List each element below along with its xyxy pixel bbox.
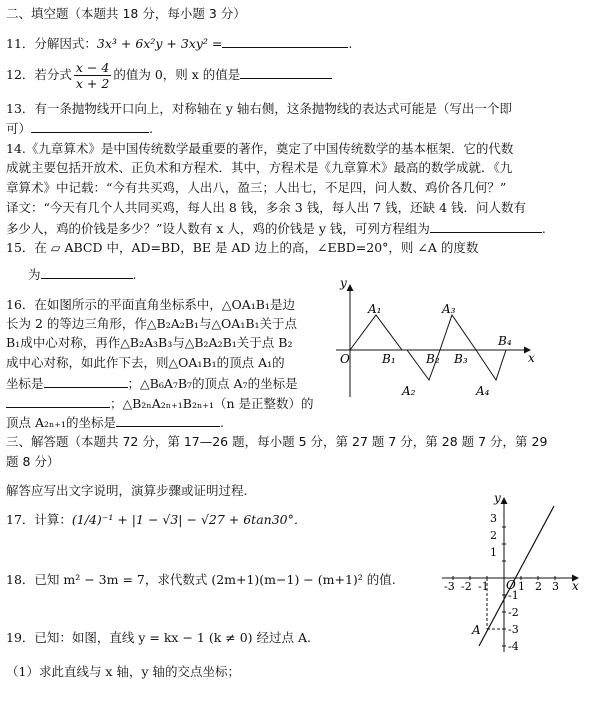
q19-ytick: -4 [508, 640, 519, 653]
q19-origin-label: O [506, 578, 516, 592]
q13-line2 [6, 120, 153, 137]
q12-answer-blank[interactable] [240, 66, 332, 79]
q19-ytick: 1 [490, 546, 497, 559]
q19-point-a: A [472, 623, 481, 637]
q19-xtick: -1 [478, 580, 489, 593]
section-3-line1: 三、解答题（本题共 72 分，第 17—26 题，每小题 5 分，第 27 题 7 分，第 28 题 7 分，第 29 [6, 434, 548, 449]
q14-end: . [541, 221, 546, 236]
q19-xtick: 1 [518, 580, 525, 593]
q14-line4: 译文：“今天有几个人共同买鸡，每人出 8 钱，多余 3 钱，每人出 7 钱，还缺 4 钱．问人数有 [6, 200, 526, 215]
q16-line6 [6, 395, 314, 412]
q16-triangle-chain [350, 315, 520, 380]
q16-a7-blank[interactable] [6, 395, 110, 408]
q16-figure [330, 275, 542, 405]
q15-line1: 15．在 ▱ ABCD 中，AD=BD，BE 是 AD 边上的高，∠EBD=20°，则 ∠A 的度数 [6, 240, 479, 255]
section-3-line2: 题 8 分） [6, 454, 60, 469]
q19-ytick: 2 [490, 529, 497, 542]
q19-figure [432, 492, 584, 654]
q12-fraction [74, 60, 111, 91]
q19-xtick: 2 [535, 580, 542, 593]
q15-answer-blank[interactable] [41, 266, 133, 279]
q11-end: . [348, 36, 353, 51]
question-12 [6, 58, 332, 92]
question-19: 19．已知：如图，直线 y = kx − 1 (k ≠ 0) 经过点 A. [6, 630, 311, 645]
q12-prefix: 12．若分式 [6, 67, 72, 82]
q16-end: . [220, 415, 225, 430]
q16-y-label: y [340, 276, 347, 290]
q14-line5 [6, 220, 546, 237]
q16-label-a2: A₂ [402, 384, 416, 398]
q17-label: 17．计算： [6, 512, 72, 527]
q16-line2: 长为 2 的等边三角形，作△B₂A₂B₁与△OA₁B₁关于点 [6, 316, 298, 331]
q16-line1: 16．在如图所示的平面直角坐标系中，△OA₁B₁是边 [6, 297, 296, 312]
q14-answer-blank[interactable] [430, 220, 542, 233]
q19-y-label: y [494, 492, 501, 505]
q19-xtick: 3 [552, 580, 559, 593]
q19-xtick: -2 [461, 580, 472, 593]
q19-ytick: -3 [508, 623, 519, 636]
q16-label-b2: B₂ [426, 352, 440, 366]
q16-general-label: ；△B₂ₙA₂ₙ₊₁B₂ₙ₊₁（n 是正整数）的 [110, 396, 314, 411]
q19-ytick: 3 [490, 512, 497, 525]
q14-line1: 14.《九章算术》是中国传统数学最重要的著作，奠定了中国传统数学的基本框架．它的代数 [6, 141, 514, 156]
q15-line2 [28, 266, 137, 283]
q13-line1: 13．有一条抛物线开口向上，对称轴在 y 轴右侧，这条抛物线的表达式可能是（写出一个即 [6, 101, 512, 116]
q16-label-a4: A₄ [476, 384, 490, 398]
q14-line2: 成就主要包括开放术、正负术和方程术．其中，方程术是《九章算术》最高的数学成就．《九 [6, 160, 513, 175]
q16-a1-label: 坐标是 [6, 376, 44, 391]
q16-a2n1-label: 顶点 A₂ₙ₊₁的坐标是 [6, 415, 117, 430]
q12-numerator: x − 4 [75, 60, 110, 75]
q13-end: . [149, 121, 153, 136]
q16-label-b3: B₃ [454, 352, 468, 366]
q16-line4: 成中心对称，如此作下去，则△OA₁B₁的顶点 A₁的 [6, 355, 285, 370]
q16-label-b4: B₄ [498, 334, 512, 348]
question-11 [6, 35, 352, 52]
q16-label-a1: A₁ [368, 302, 382, 316]
q15-end: . [132, 267, 137, 282]
q16-x-label: x [528, 351, 535, 365]
q15-label: 为 [28, 267, 41, 282]
q11-label: 11．分解因式： [6, 36, 97, 51]
q19-ytick: -2 [508, 606, 519, 619]
question-18: 18．已知 m² − 3m = 7，求代数式 (2m+1)(m−1) − (m+1)² 的值. [6, 572, 396, 587]
q16-label-b1: B₁ [382, 352, 396, 366]
q19-xtick: -3 [444, 580, 455, 593]
q13-label: 可） [6, 121, 32, 136]
q17-expression: (1/4)⁻¹ + |1 − √3| − √27 + 6tan30°． [71, 512, 307, 527]
q19-part1: （1）求此直线与 x 轴，y 轴的交点坐标； [6, 664, 240, 679]
q16-a1-blank[interactable] [44, 375, 128, 388]
q13-answer-blank[interactable] [31, 120, 149, 133]
q14-line3: 章算术》中记载：“今有共买鸡，人出八，盈三；人出七，不足四，问人数、鸡价各几何？” [6, 180, 507, 195]
q11-expression: 3x³ + 6x²y + 3xy² = [96, 36, 223, 51]
q16-a2n1-blank[interactable] [116, 414, 220, 427]
q16-line3: B₁成中心对称，再作△B₂A₃B₃与△B₂A₂B₁关于点 B₂ [6, 335, 293, 350]
q19-ytick: -1 [508, 589, 519, 602]
q16-line7 [6, 414, 224, 431]
q12-suffix: 的值为 0，则 x 的值是 [113, 67, 241, 82]
q16-origin-label: O [340, 352, 350, 366]
question-17 [6, 512, 306, 528]
section-2-title: 二、填空题（本题共 18 分，每小题 3 分） [6, 6, 246, 21]
q19-x-tick-labels [444, 580, 559, 593]
q11-answer-blank[interactable] [222, 35, 348, 48]
q16-a7-label: ；△B₆A₇B₇的顶点 A₇的坐标是 [127, 376, 298, 391]
q19-x-label: x [572, 579, 579, 593]
q12-denominator: x + 2 [75, 76, 110, 91]
q16-line5 [6, 375, 298, 392]
q14-text: 多少人，鸡的价钱是多少？”设人数有 x 人，鸡的价钱是 y 钱，可列方程组为 [6, 221, 430, 236]
q16-label-a3: A₃ [442, 302, 456, 316]
section-3-note: 解答应写出文字说明，演算步骤或证明过程. [6, 483, 248, 498]
